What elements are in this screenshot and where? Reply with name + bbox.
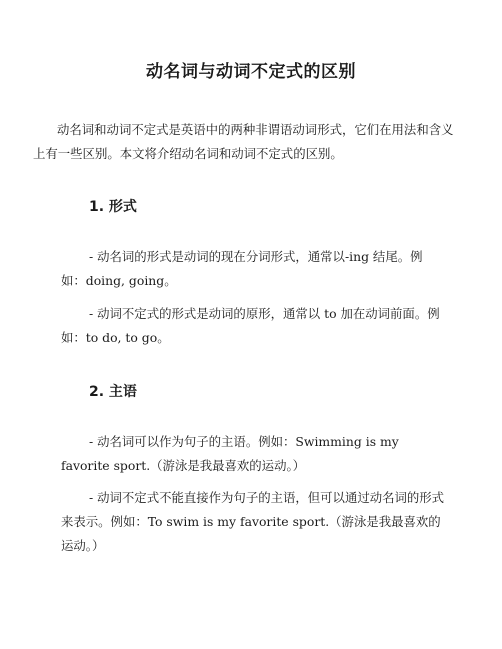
list-item: - 动词不定式的形式是动词的原形，通常以 to 加在动词前面。例如：to do, to go。 <box>61 306 440 345</box>
list-item: - 动名词的形式是动词的现在分词形式，通常以-ing 结尾。例如：doing, going。 <box>61 249 423 288</box>
section-heading-form: 1. 形式 <box>89 199 137 215</box>
document-title: 动名词与动词不定式的区别 <box>146 62 356 82</box>
list-item: - 动词不定式不能直接作为句子的主语，但可以通过动名词的形式来表示。例如：To swim is my favorite sport.（游泳是我最喜欢的运动。） <box>61 490 445 553</box>
list-item: - 动名词可以作为句子的主语。例如：Swimming is my favorite sport.（游泳是我最喜欢的运动。） <box>61 434 399 473</box>
section-heading-subject: 2. 主语 <box>89 384 137 400</box>
intro-paragraph: 动名词和动词不定式是英语中的两种非谓语动词形式，它们在用法和含义上有一些区别。本文将介绍动名词和动词不定式的区别。 <box>33 122 454 161</box>
